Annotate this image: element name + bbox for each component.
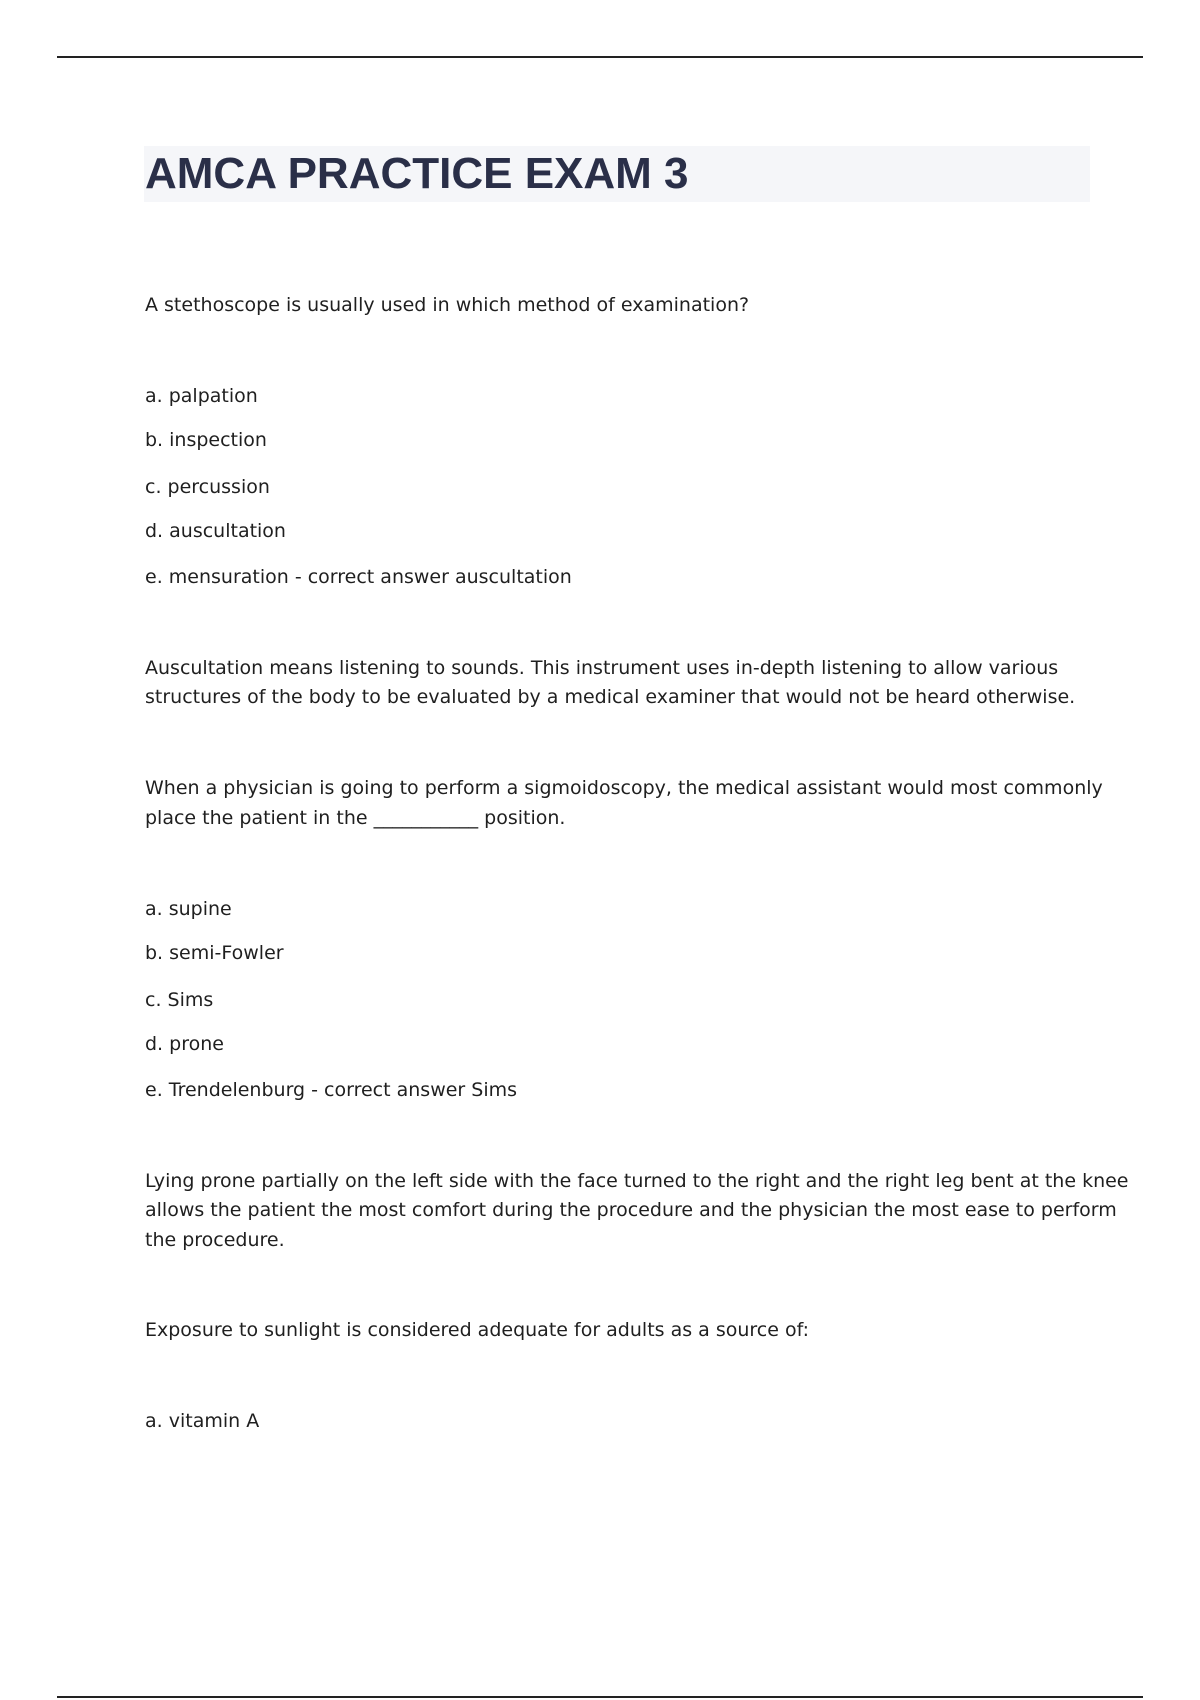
- question-1-explanation-line-2: structures of the body to be evaluated by a medical examiner that would not be heard otherwise.: [145, 686, 1076, 708]
- question-1-option-e-answer: e. mensuration - correct answer auscultation: [145, 566, 572, 588]
- question-1-explanation-line-1: Auscultation means listening to sounds. This instrument uses in-depth listening to allow various: [145, 657, 1059, 679]
- question-2-option-a: a. supine: [145, 898, 232, 920]
- top-rule: [57, 56, 1143, 58]
- question-2-option-e-answer: e. Trendelenburg - correct answer Sims: [145, 1079, 518, 1101]
- page-title: AMCA PRACTICE EXAM 3: [145, 149, 689, 198]
- question-2-explanation-line-2: allows the patient the most comfort during the procedure and the physician the most ease to perform: [145, 1199, 1117, 1221]
- question-3-option-a: a. vitamin A: [145, 1410, 260, 1432]
- question-2-text-line-2: place the patient in the ___________ position.: [145, 807, 566, 829]
- question-2-option-c: c. Sims: [145, 989, 214, 1011]
- question-2-option-d: d. prone: [145, 1033, 224, 1055]
- question-1-option-c: c. percussion: [145, 476, 270, 498]
- question-2-explanation-line-1: Lying prone partially on the left side with the face turned to the right and the right leg bent at the knee: [145, 1170, 1129, 1192]
- question-2-text-line-1: When a physician is going to perform a sigmoidoscopy, the medical assistant would most commonly: [145, 777, 1103, 799]
- bottom-rule: [57, 1696, 1143, 1698]
- question-2-explanation-line-3: the procedure.: [145, 1229, 285, 1251]
- question-2-option-b: b. semi-Fowler: [145, 942, 284, 964]
- question-1-option-b: b. inspection: [145, 429, 267, 451]
- question-1-option-d: d. auscultation: [145, 520, 286, 542]
- question-3-text: Exposure to sunlight is considered adequate for adults as a source of:: [145, 1319, 810, 1341]
- question-1-option-a: a. palpation: [145, 385, 258, 407]
- question-1-text: A stethoscope is usually used in which method of examination?: [145, 294, 750, 316]
